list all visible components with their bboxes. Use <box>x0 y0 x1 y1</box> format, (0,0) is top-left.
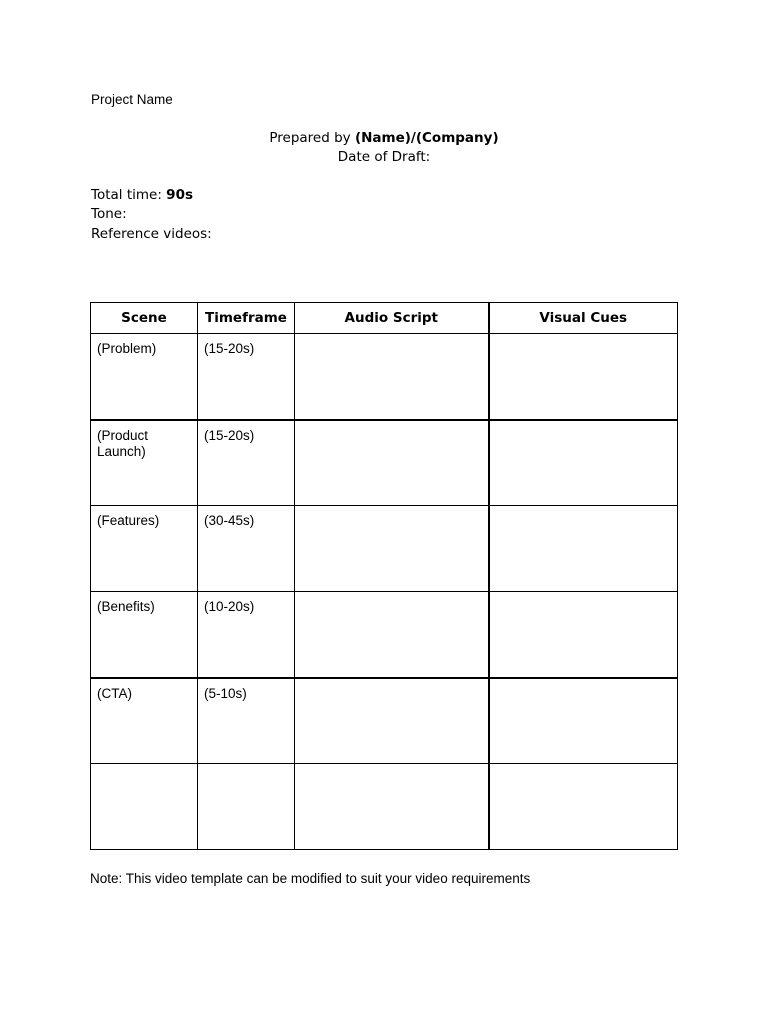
project-name: Project Name <box>91 92 173 107</box>
audio-script-cell[interactable] <box>295 506 489 592</box>
storyboard-table <box>90 302 678 850</box>
scene-cell[interactable]: (Product Launch) <box>91 420 198 506</box>
table-row <box>91 420 678 506</box>
audio-script-cell[interactable] <box>295 420 489 506</box>
table-row <box>91 678 678 764</box>
table-row <box>91 334 678 420</box>
column-header-audio-script: Audio Script <box>295 303 489 334</box>
visual-cues-cell[interactable] <box>489 420 678 506</box>
timeframe-cell[interactable] <box>198 764 295 850</box>
footer-note: Note: This video template can be modified to suit your video requirements <box>90 871 531 886</box>
timeframe-cell[interactable]: (10-20s) <box>198 592 295 678</box>
timeframe-cell[interactable]: (30-45s) <box>198 506 295 592</box>
column-header-timeframe: Timeframe <box>198 303 295 334</box>
scene-cell[interactable]: (CTA) <box>91 678 198 764</box>
audio-script-cell[interactable] <box>295 334 489 420</box>
table-row <box>91 592 678 678</box>
visual-cues-cell[interactable] <box>489 334 678 420</box>
timeframe-cell[interactable]: (15-20s) <box>198 334 295 420</box>
scene-cell[interactable]: (Problem) <box>91 334 198 420</box>
total-time-line <box>91 187 193 203</box>
tone-label: Tone: <box>91 206 127 222</box>
visual-cues-cell[interactable] <box>489 506 678 592</box>
audio-script-cell[interactable] <box>295 592 489 678</box>
prepared-by-prefix: Prepared by <box>269 130 355 146</box>
visual-cues-cell[interactable] <box>489 678 678 764</box>
scene-cell[interactable] <box>91 764 198 850</box>
visual-cues-cell[interactable] <box>489 764 678 850</box>
column-header-visual-cues: Visual Cues <box>489 303 678 334</box>
column-header-scene: Scene <box>91 303 198 334</box>
audio-script-cell[interactable] <box>295 678 489 764</box>
total-time-label: Total time: <box>91 187 167 203</box>
prepared-by-line <box>0 130 768 146</box>
prepared-by-value: (Name)/(Company) <box>354 130 499 146</box>
visual-cues-cell[interactable] <box>489 592 678 678</box>
total-time-value: 90s <box>166 187 193 203</box>
table-row <box>91 764 678 850</box>
timeframe-cell[interactable]: (5-10s) <box>198 678 295 764</box>
table-header-row <box>91 303 678 334</box>
audio-script-cell[interactable] <box>295 764 489 850</box>
date-of-draft-label: Date of Draft: <box>337 149 431 165</box>
scene-cell[interactable]: (Features) <box>91 506 198 592</box>
reference-videos-label: Reference videos: <box>91 226 212 242</box>
scene-cell[interactable]: (Benefits) <box>91 592 198 678</box>
timeframe-cell[interactable]: (15-20s) <box>198 420 295 506</box>
table-row <box>91 506 678 592</box>
